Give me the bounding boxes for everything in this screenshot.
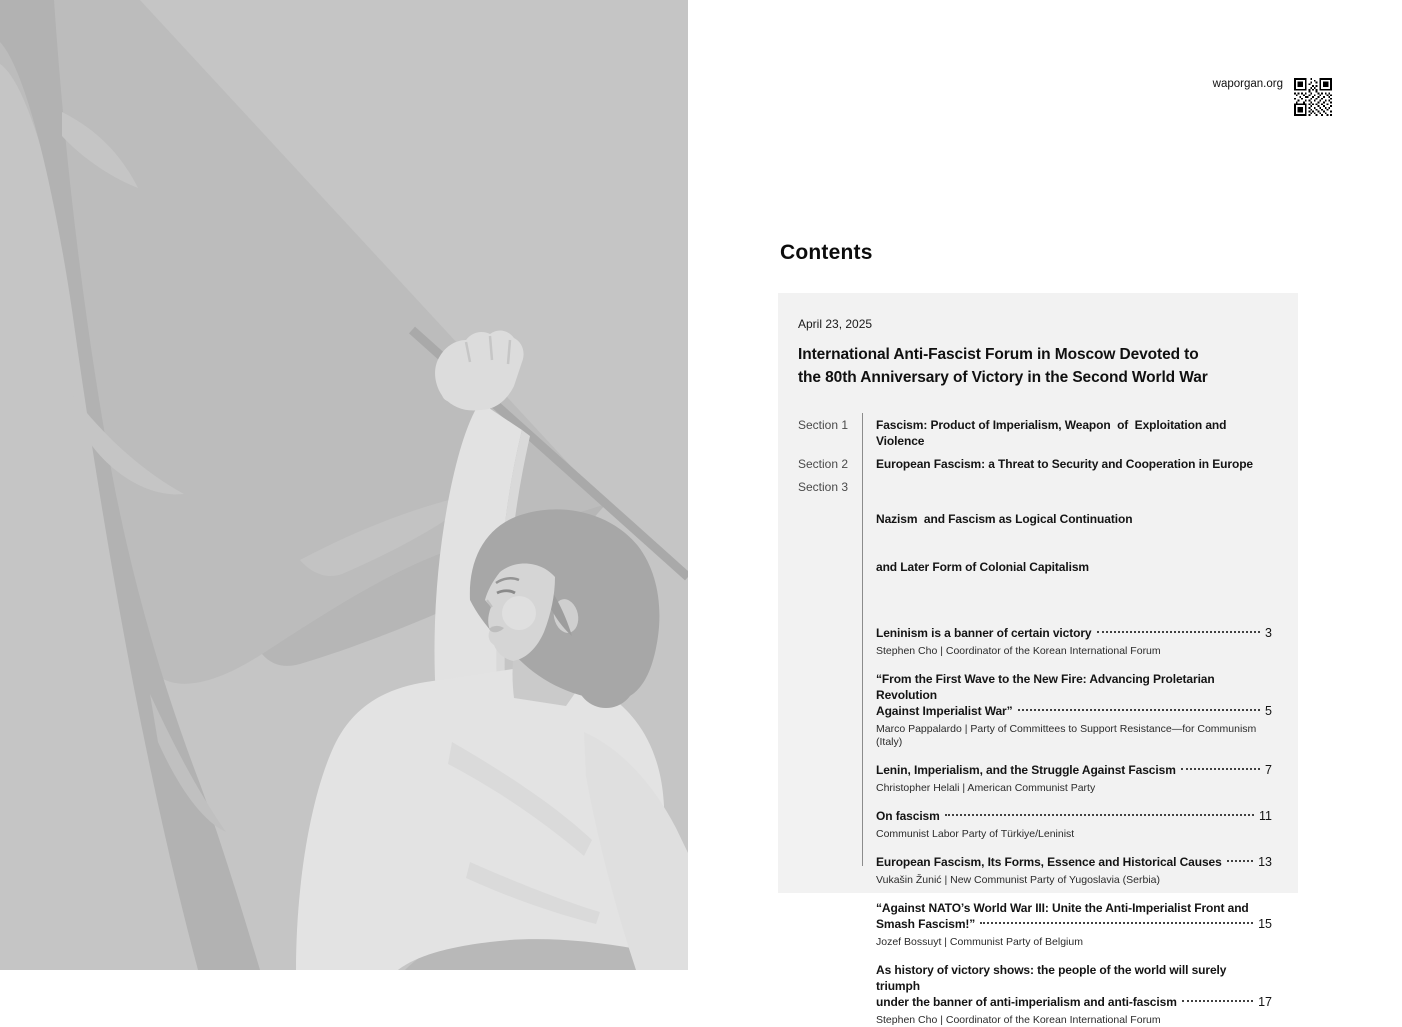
- toc-entry: [876, 900, 1272, 949]
- dot-leader: [1182, 1000, 1253, 1002]
- toc-entry-title: under the banner of anti-imperialism and anti-fascism: [876, 995, 1177, 1009]
- qr-code-icon: [1294, 78, 1332, 116]
- toc-entry-title: Leninism is a banner of certain victory: [876, 626, 1092, 640]
- dot-leader: [1097, 631, 1261, 633]
- toc-entry-link[interactable]: [876, 916, 1272, 932]
- toc-entry-author: Vukašin Žunić | New Communist Party of Yugoslavia (Serbia): [876, 874, 1161, 886]
- toc-entry-link[interactable]: [876, 625, 1272, 641]
- section-title: Fascism: Product of Imperialism, Weapon of Exploitation and Violence: [876, 418, 1230, 448]
- toc-entry: [876, 762, 1272, 795]
- toc-entry-link[interactable]: [876, 703, 1272, 719]
- section-title-line1: Nazism and Fascism as Logical Continuation: [876, 512, 1133, 526]
- toc-entry-link[interactable]: [876, 808, 1272, 824]
- contents-heading: Contents: [780, 241, 873, 264]
- toc-entry-page: 11: [1259, 809, 1272, 823]
- toc-entry-author: Christopher Helali | American Communist Party: [876, 782, 1096, 794]
- dot-leader: [1227, 860, 1253, 862]
- dot-leader: [980, 922, 1253, 924]
- toc-entry-page: 3: [1265, 626, 1272, 640]
- toc-entry: [876, 808, 1272, 841]
- toc-entry-link[interactable]: [876, 762, 1272, 778]
- toc-entry-link[interactable]: [876, 854, 1272, 870]
- toc-entry: [876, 625, 1272, 658]
- toc-entry-title-line1: As history of victory shows: the people of the world will surely triumph: [876, 963, 1230, 993]
- flag-bearer-svg: [0, 0, 688, 970]
- contents-page: [688, 0, 1402, 1026]
- section-title: European Fascism: a Threat to Security and Cooperation in Europe: [876, 457, 1254, 471]
- toc-entry-page: 15: [1258, 917, 1272, 931]
- toc-entry: [876, 854, 1272, 887]
- toc-entry-author: Stephen Cho | Coordinator of the Korean International Forum: [876, 645, 1161, 657]
- toc-entry-page: 7: [1265, 763, 1272, 777]
- issue-title-line1: International Anti-Fascist Forum in Moscow Devoted to: [798, 346, 1199, 363]
- section-title: [876, 479, 1272, 607]
- toc-entry-author: Stephen Cho | Coordinator of the Korean International Forum: [876, 1014, 1161, 1026]
- issue-title-line2: the 80th Anniversary of Victory in the Second World War: [798, 369, 1208, 386]
- toc-entry-title-line1: “Against NATO’s World War III: Unite the Anti-Imperialist Front and: [876, 901, 1249, 915]
- toc-entry-title: Lenin, Imperialism, and the Struggle Against Fascism: [876, 763, 1176, 777]
- toc-entry: [876, 671, 1272, 749]
- dot-leader: [945, 814, 1254, 816]
- section-row: [798, 479, 1272, 607]
- toc-entries: [876, 625, 1272, 1027]
- toc-entry-title: On fascism: [876, 809, 940, 823]
- toc-entry-link[interactable]: [876, 994, 1272, 1010]
- dot-leader: [1018, 709, 1261, 711]
- toc-box: [778, 293, 1298, 1026]
- toc-divider-rule: [862, 413, 863, 866]
- section-title-line2: and Later Form of Colonial Capitalism: [876, 560, 1089, 574]
- toc-entry-title: Smash Fascism!”: [876, 917, 976, 931]
- toc-entry-page: 13: [1258, 855, 1272, 869]
- section-label: Section 2: [798, 457, 849, 471]
- section-label: Section 3: [798, 480, 849, 494]
- toc-entry-title: European Fascism, Its Forms, Essence and Historical Causes: [876, 855, 1222, 869]
- section-row: [798, 456, 1272, 472]
- toc-entry-author: Jozef Bossuyt | Communist Party of Belgium: [876, 936, 1083, 948]
- site-header: [1213, 76, 1332, 116]
- section-row: [798, 417, 1272, 449]
- toc-entry-title-line1: “From the First Wave to the New Fire: Advancing Proletarian Revolution: [876, 672, 1218, 702]
- issue-title: [798, 343, 1272, 389]
- section-list: [798, 417, 1272, 607]
- site-url: waporgan.org: [1212, 78, 1283, 90]
- toc-entry-author: Marco Pappalardo | Party of Committees to Support Resistance—for Communism (Italy): [876, 723, 1257, 748]
- toc-entry-author: Communist Labor Party of Türkiye/Leninist: [876, 828, 1075, 840]
- toc-entry-page: 5: [1265, 704, 1272, 718]
- flag-bearer-illustration: [0, 0, 688, 970]
- issue-date: April 23, 2025: [798, 317, 873, 331]
- toc-entry-title: Against Imperialist War”: [876, 704, 1013, 718]
- section-label: Section 1: [798, 418, 849, 432]
- toc-entry-page: 17: [1258, 995, 1272, 1009]
- toc-entry: [876, 962, 1272, 1027]
- dot-leader: [1181, 768, 1260, 770]
